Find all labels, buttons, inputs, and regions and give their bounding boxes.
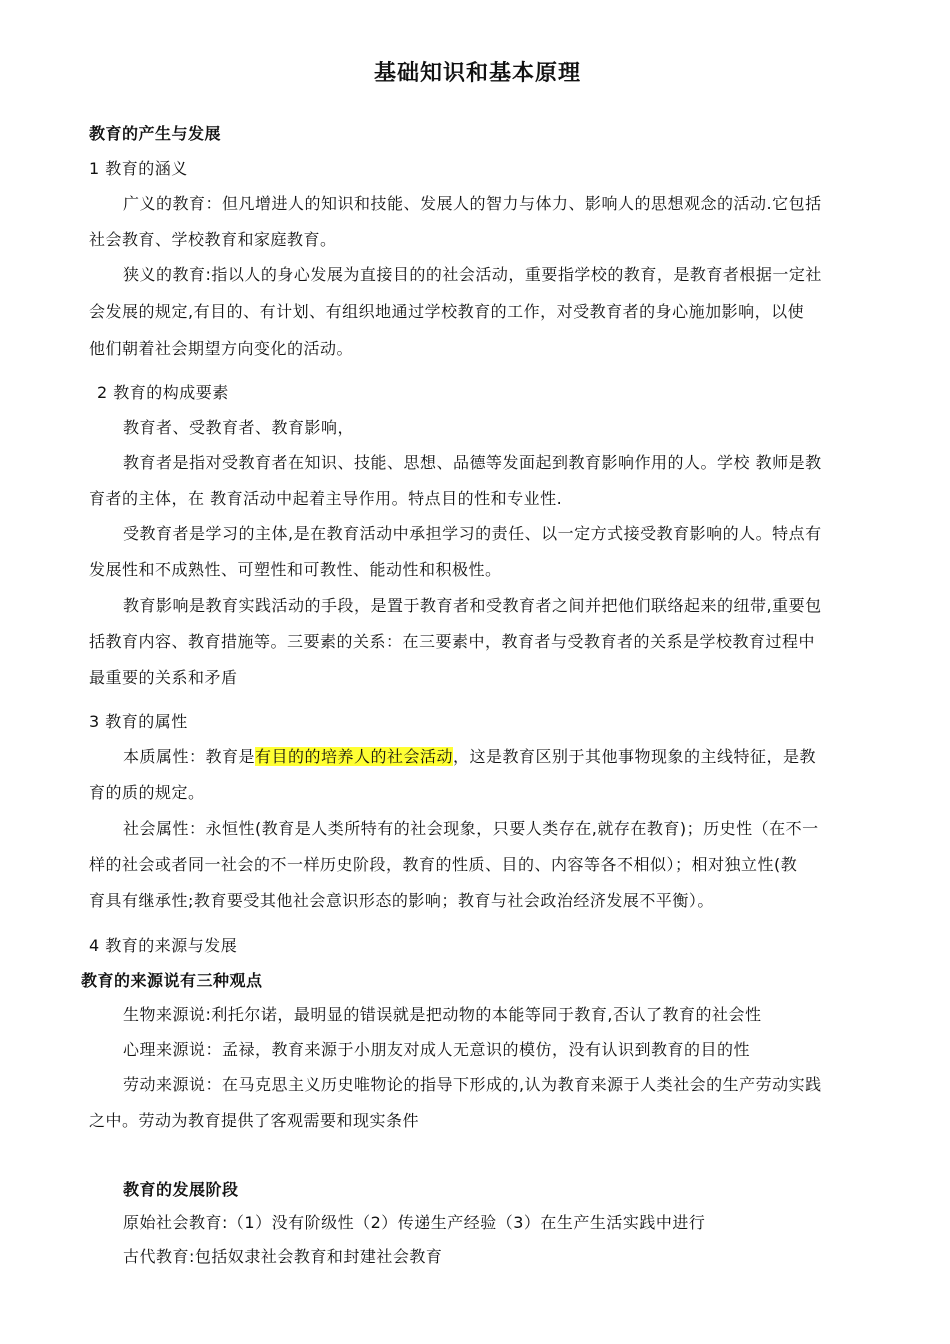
subheading: 3 教育的属性 (89, 712, 188, 731)
text-line: 教育影响是教育实践活动的手段，是置于教育者和受教育者之间并把他们联络起来的纽带,重要包 (123, 596, 822, 615)
text-line: 他们朝着社会期望方向变化的活动。 (89, 339, 354, 358)
highlighted-text: 有目的的培养人的社会活动 (255, 747, 454, 766)
section-heading: 教育的产生与发展 (89, 124, 222, 143)
text-line (123, 747, 816, 767)
text-line: 社会属性：永恒性(教育是人类所特有的社会现象，只要人类存在,就存在教育)；历史性（在不一 (123, 819, 819, 838)
text-line: 括教育内容、教育措施等。三要素的关系：在三要素中，教育者与受教育者的关系是学校教育过程中 (89, 632, 816, 651)
text-segment: ，这是教育区别于其他事物现象的主线特征，是教 (453, 747, 817, 766)
text-segment: 本质属性：教育是 (123, 747, 256, 766)
section-heading: 教育的发展阶段 (123, 1180, 239, 1199)
text-line: 育的质的规定。 (89, 783, 205, 802)
text-line: 狭义的教育:指以人的身心发展为直接目的的社会活动，重要指学校的教育，是教育者根据一定社 (123, 265, 822, 284)
text-line: 育者的主体，在 教育活动中起着主导作用。特点目的性和专业性. (89, 489, 563, 508)
page-title: 基础知识和基本原理 (374, 61, 582, 86)
subheading: 2 教育的构成要素 (97, 383, 229, 402)
section-heading: 教育的来源说有三种观点 (81, 971, 263, 990)
text-line: 心理来源说：孟禄，教育来源于小朋友对成人无意识的模仿，没有认识到教育的目的性 (123, 1040, 751, 1059)
text-line: 古代教育:包括奴隶社会教育和封建社会教育 (123, 1247, 443, 1266)
text-line: 广义的教育：但凡增进人的知识和技能、发展人的智力与体力、影响人的思想观念的活动.它包括 (123, 194, 822, 213)
text-line: 最重要的关系和矛盾 (89, 668, 238, 687)
subheading: 1 教育的涵义 (89, 159, 188, 178)
text-line: 生物来源说:利托尔诺，最明显的错误就是把动物的本能等同于教育,否认了教育的社会性 (123, 1005, 762, 1024)
text-line: 受教育者是学习的主体,是在教育活动中承担学习的责任、以一定方式接受教育影响的人。特点有 (123, 524, 822, 543)
text-line: 发展性和不成熟性、可塑性和可教性、能动性和积极性。 (89, 560, 502, 579)
text-line: 社会教育、学校教育和家庭教育。 (89, 230, 337, 249)
text-line: 教育者是指对受教育者在知识、技能、思想、品德等发面起到教育影响作用的人。学校 教师是教 (123, 453, 822, 472)
text-line: 原始社会教育:（1）没有阶级性（2）传递生产经验（3）在生产生活实践中进行 (123, 1213, 706, 1232)
text-line: 育具有继承性;教育要受其他社会意识形态的影响；教育与社会政治经济发展不平衡）。 (89, 891, 714, 910)
text-line: 样的社会或者同一社会的不一样历史阶段，教育的性质、目的、内容等各不相似）；相对独立性(教 (89, 855, 798, 874)
text-line: 会发展的规定,有目的、有计划、有组织地通过学校教育的工作，对受教育者的身心施加影响，以使 (89, 302, 805, 321)
text-line: 之中。劳动为教育提供了客观需要和现实条件 (89, 1111, 420, 1130)
text-line: 教育者、受教育者、教育影响， (123, 418, 355, 437)
subheading: 4 教育的来源与发展 (89, 936, 238, 955)
text-line: 劳动来源说：在马克思主义历史唯物论的指导下形成的,认为教育来源于人类社会的生产劳动实践 (123, 1075, 822, 1094)
